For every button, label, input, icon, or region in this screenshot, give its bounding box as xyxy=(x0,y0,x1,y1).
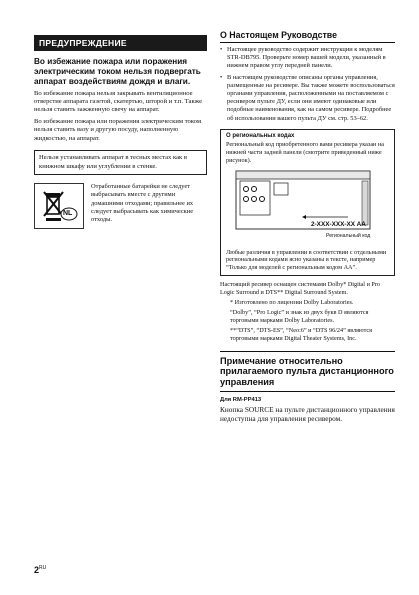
regional-code-caption: Региональный код xyxy=(326,232,371,239)
page-number xyxy=(34,565,46,575)
regional-text-2: Любые различия в управлении в соответствии с отдельными региональными кодами ясно указаны в тексте, например “Только для моделей с региональным кодом AA”. xyxy=(226,248,387,272)
warning-paragraph-2: Во избежание пожара или поражения электрическим током нельзя ставить вазу и другую посуду, наполненную жидкостью, на аппарат. xyxy=(34,117,202,142)
crossed-bin-icon xyxy=(35,184,83,228)
rear-panel-figure xyxy=(226,169,389,247)
installation-note-box xyxy=(34,150,207,175)
page-language-suffix: RU xyxy=(39,565,47,571)
battery-label: NL xyxy=(63,210,73,218)
bullet-2: • В настоящем руководстве описаны органы управления, размещенные на ресивере. Вы также можете воспользоваться органами управления, расположенными на поставляемом с ресивером пульте ДУ, если они имеют одинаковые или подобные наименования, как на самом ресивере. Подробнее об использовании вашего пульта ДУ см. стр. 53–62. xyxy=(220,74,395,123)
battery-disposal-text: Отработанные батарейки не следует выбрасывать вместе с другими домашними отходами; правильнее их следует выбрасывать как химические отходы. xyxy=(91,183,194,224)
bullet-1: • Настоящее руководство содержит инструкции к моделям STR-DB795. Проверьте номер вашей модели, указанный в нижнем правом углу передней панели. xyxy=(220,46,395,71)
remote-model-label: Для RM-PP413 xyxy=(220,396,262,403)
warning-title: Во избежание пожара или поражения электрическим током нельзя подвергать аппарат воздействиям дождя и влаги. xyxy=(34,57,201,86)
footnote-1: * Изготовлено по лицензии Dolby Laboratories. xyxy=(230,299,354,307)
regional-code-box xyxy=(220,129,395,277)
installation-note-text: Нельзя устанавливать аппарат в тесных местах как в книжном шкафу или углублении в стенке. xyxy=(39,154,187,170)
page-number-value: 2 xyxy=(34,565,40,575)
remote-note-title: Примечание относительно прилагаемого пульта дистанционного управления xyxy=(220,356,395,392)
left-column xyxy=(34,35,207,229)
regional-code-value: 2-XXX-XXX-XX AA xyxy=(311,220,366,228)
right-column xyxy=(220,30,395,423)
remote-note-text: Кнопка SOURCE на пульте дистанционного управления недоступна для управления ресивером. xyxy=(220,404,395,423)
warning-paragraph-1: Во избежание пожара нельзя закрывать вентиляционное отверстие аппарата газетой, скатертью, шторой и т.п. Также нельзя ставить зажженную свечу на аппарат. xyxy=(34,89,203,114)
regional-text: Региональный код приобретенного вами ресивера указан на нижней части задней панели (смотрите приведенный ниже рисунок). xyxy=(226,140,384,164)
dolby-text: Настоящий ресивер оснащен системами Dolby* Digital и Pro Logic Surround и DTS** Digital Surround System. xyxy=(220,281,381,297)
remote-note-section xyxy=(220,351,395,423)
section-title: О Настоящем Руководстве xyxy=(220,30,395,43)
footnote-1b: “Dolby”, “Pro Logic” и знак из двух букв D являются торговыми марками Dolby Laboratories. xyxy=(230,309,369,325)
battery-disposal-icon xyxy=(34,183,84,229)
regional-header: О региональных кодах xyxy=(226,132,295,139)
warning-header: ПРЕДУПРЕЖДЕНИЕ xyxy=(34,35,207,51)
footnote-2: **“DTS”, “DTS-ES”, “Neo:6” и “DTS 96/24” являются торговыми марками Digital Theater Systems, Inc. xyxy=(230,327,372,342)
battery-disposal-block xyxy=(34,183,207,229)
